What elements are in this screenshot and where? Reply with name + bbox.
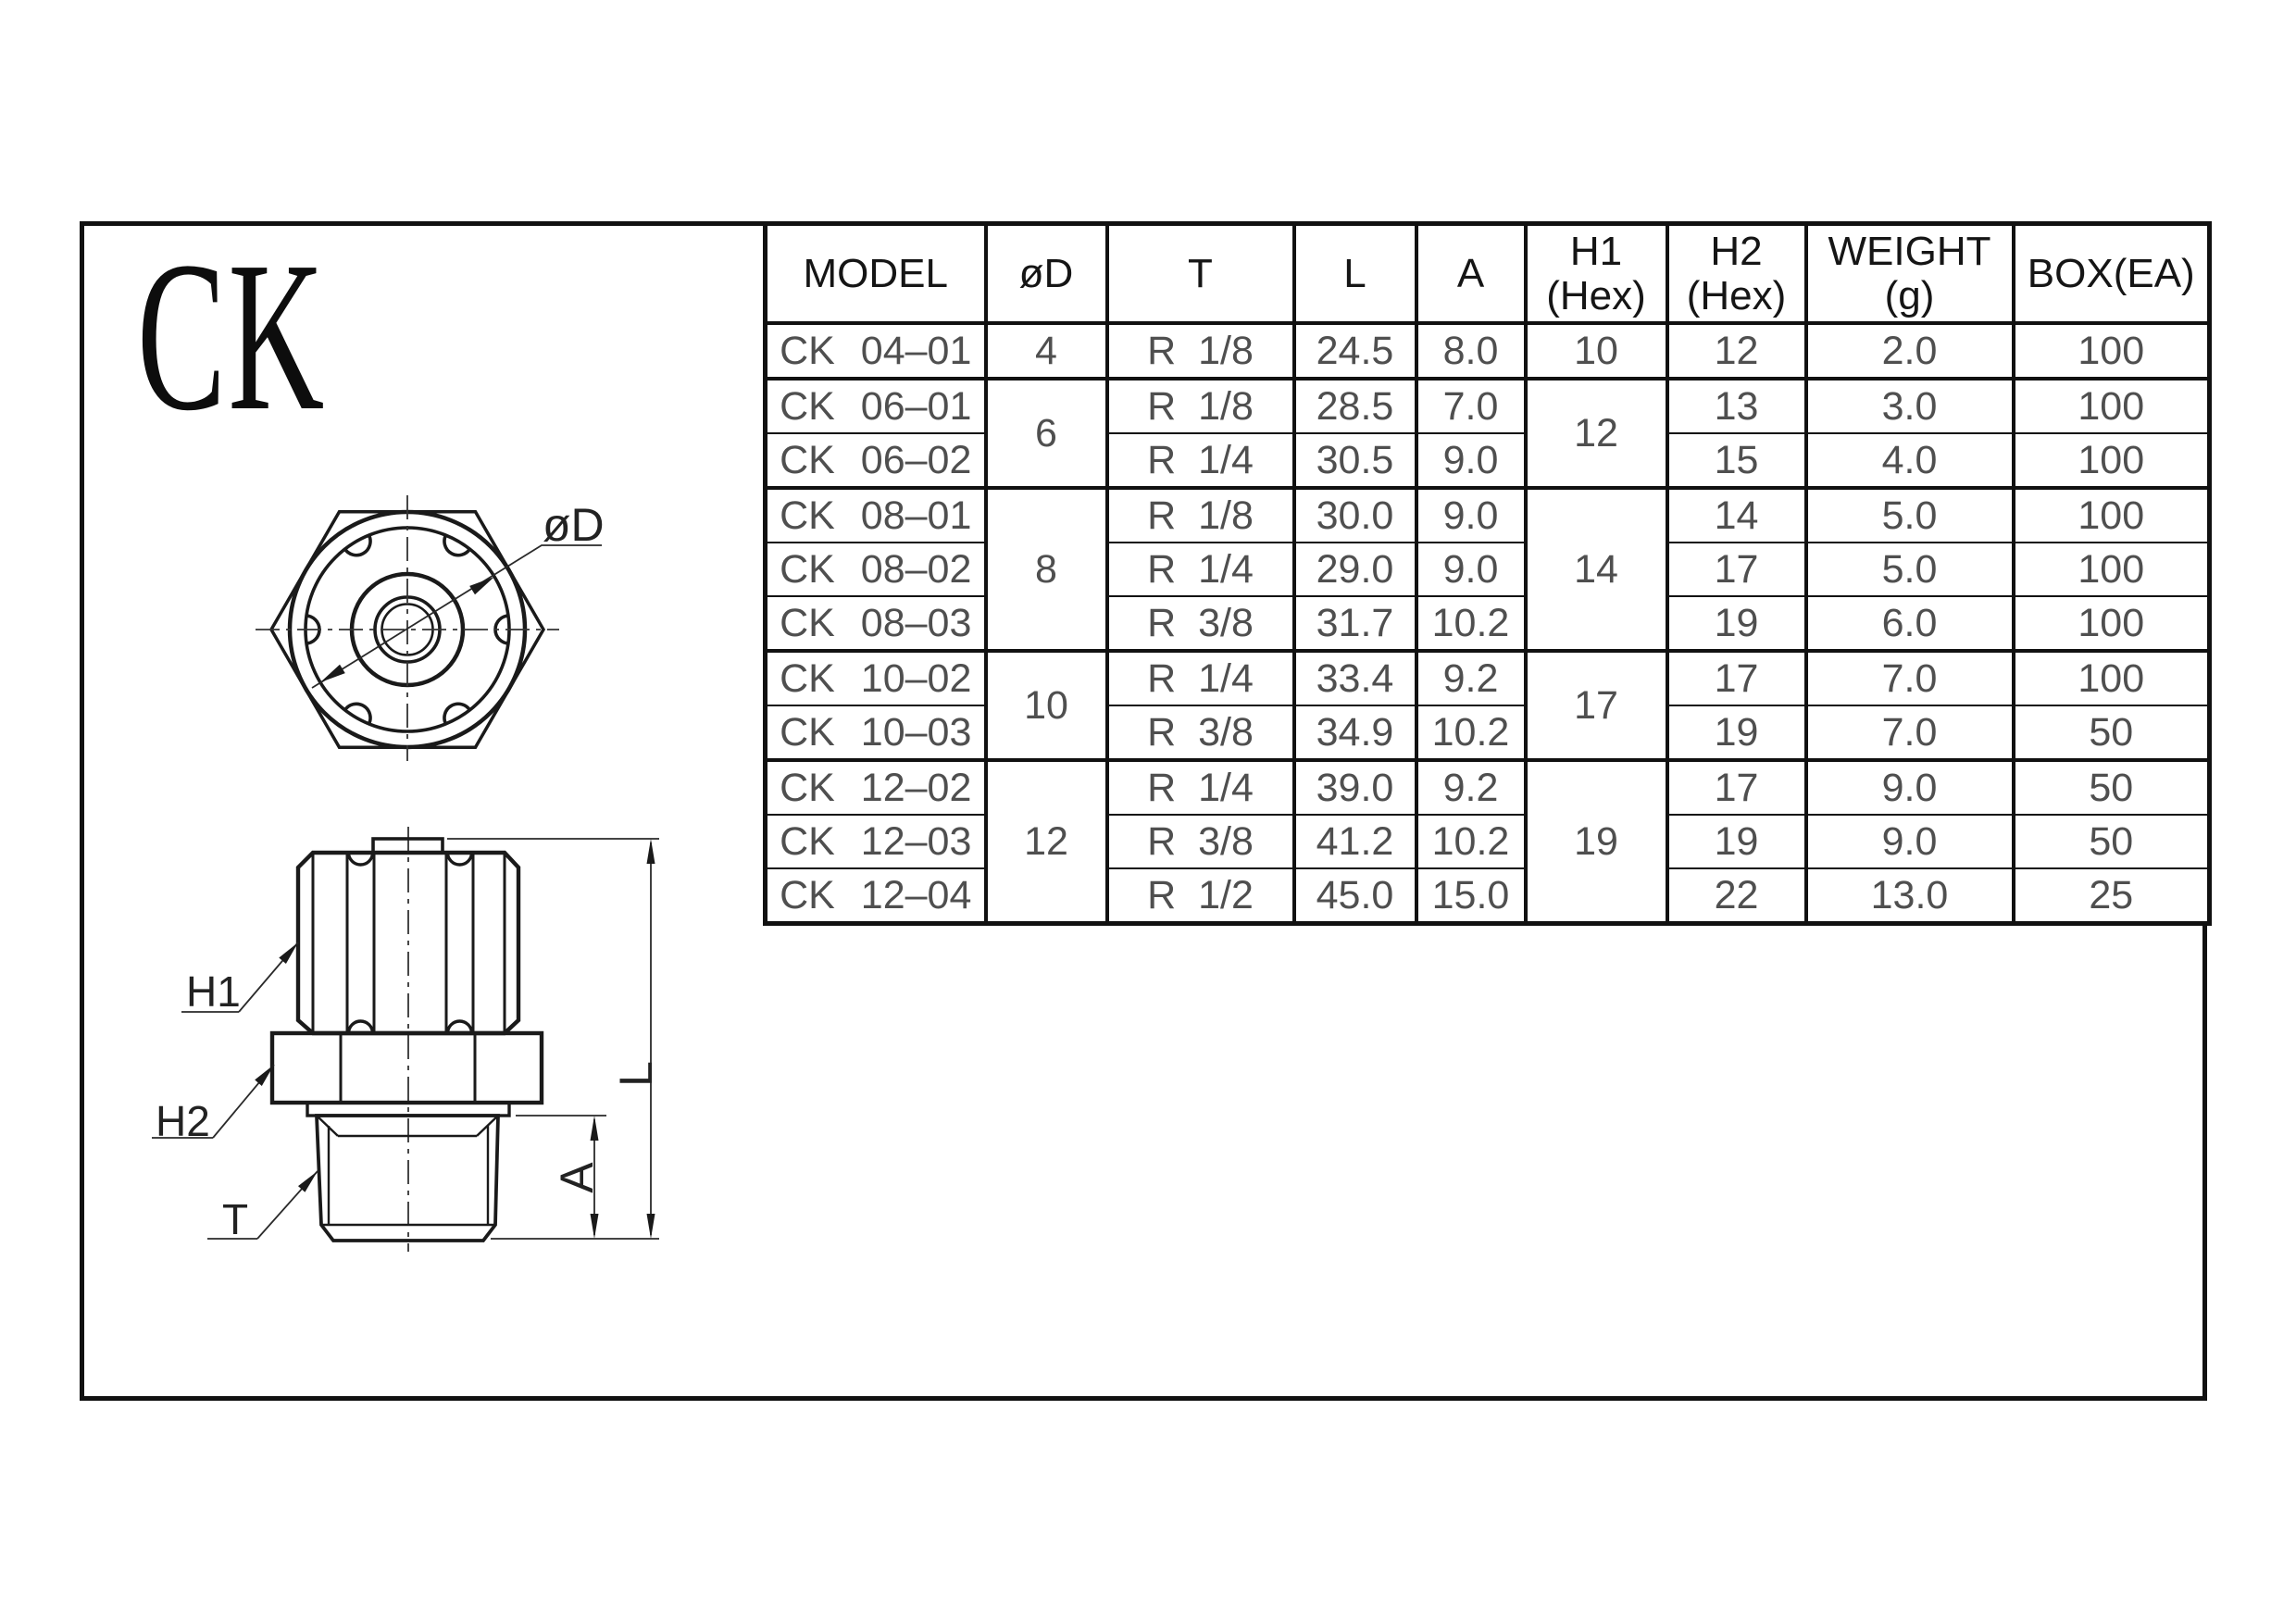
table-row <box>766 543 2210 596</box>
cell-thread: R 1/4 <box>1107 651 1294 705</box>
cell-model: CK 10–02 <box>766 651 986 705</box>
cell-weight: 9.0 <box>1806 760 2014 815</box>
cell-a: 8.0 <box>1416 323 1526 379</box>
cell-length: 28.5 <box>1294 379 1416 433</box>
cell-h2: 12 <box>1667 323 1806 379</box>
table-row <box>766 323 2210 379</box>
spec-table <box>763 221 2212 926</box>
table-row <box>766 705 2210 760</box>
table-row <box>766 488 2210 543</box>
cell-a: 15.0 <box>1416 868 1526 924</box>
cell-h2: 14 <box>1667 488 1806 543</box>
cell-a: 9.0 <box>1416 543 1526 596</box>
cell-h2: 13 <box>1667 379 1806 433</box>
cell-a: 9.2 <box>1416 651 1526 705</box>
cell-model: CK 12–02 <box>766 760 986 815</box>
cell-h1: 17 <box>1526 651 1667 760</box>
cell-thread: R 3/8 <box>1107 705 1294 760</box>
cell-a: 7.0 <box>1416 379 1526 433</box>
cell-box: 100 <box>2014 323 2210 379</box>
cell-weight: 7.0 <box>1806 705 2014 760</box>
header-h2: H2 (Hex) <box>1667 224 1806 324</box>
cell-h1: 10 <box>1526 323 1667 379</box>
cell-length: 45.0 <box>1294 868 1416 924</box>
cell-weight: 4.0 <box>1806 433 2014 488</box>
cell-h2: 15 <box>1667 433 1806 488</box>
thread-outline <box>317 1116 498 1241</box>
cell-box: 100 <box>2014 379 2210 433</box>
cell-weight: 5.0 <box>1806 543 2014 596</box>
header-thread: T <box>1107 224 1294 324</box>
cell-a: 9.0 <box>1416 488 1526 543</box>
table-row <box>766 868 2210 924</box>
cell-thread: R 1/4 <box>1107 760 1294 815</box>
cell-h2: 17 <box>1667 760 1806 815</box>
cell-box: 50 <box>2014 760 2210 815</box>
cell-thread: R 1/4 <box>1107 543 1294 596</box>
cell-length: 34.9 <box>1294 705 1416 760</box>
cell-thread: R 1/8 <box>1107 323 1294 379</box>
cell-thread: R 1/4 <box>1107 433 1294 488</box>
table-row <box>766 651 2210 705</box>
cell-diameter: 12 <box>986 760 1107 924</box>
cell-weight: 5.0 <box>1806 488 2014 543</box>
l-label: L <box>610 1061 662 1087</box>
table-row <box>766 760 2210 815</box>
cell-diameter: 6 <box>986 379 1107 488</box>
header-length: L <box>1294 224 1416 324</box>
cell-model: CK 06–01 <box>766 379 986 433</box>
cell-box: 100 <box>2014 651 2210 705</box>
cell-box: 50 <box>2014 705 2210 760</box>
h2-label: H2 <box>156 1097 210 1145</box>
cell-weight: 9.0 <box>1806 815 2014 868</box>
cell-weight: 7.0 <box>1806 651 2014 705</box>
cell-thread: R 3/8 <box>1107 596 1294 651</box>
cell-a: 9.2 <box>1416 760 1526 815</box>
header-box: BOX(EA) <box>2014 224 2210 324</box>
cell-h2: 17 <box>1667 543 1806 596</box>
cell-thread: R 1/2 <box>1107 868 1294 924</box>
cell-box: 100 <box>2014 488 2210 543</box>
table-row <box>766 596 2210 651</box>
cell-a: 10.2 <box>1416 705 1526 760</box>
cell-length: 30.0 <box>1294 488 1416 543</box>
h1-label: H1 <box>186 967 241 1016</box>
cell-model: CK 04–01 <box>766 323 986 379</box>
cell-thread: R 1/8 <box>1107 379 1294 433</box>
header-weight: WEIGHT (g) <box>1806 224 2014 324</box>
cell-box: 100 <box>2014 433 2210 488</box>
cell-length: 24.5 <box>1294 323 1416 379</box>
t-label: T <box>222 1195 249 1243</box>
thread-detail-lines <box>317 1116 498 1225</box>
cell-a: 9.0 <box>1416 433 1526 488</box>
cell-model: CK 12–03 <box>766 815 986 868</box>
cell-model: CK 12–04 <box>766 868 986 924</box>
cell-weight: 13.0 <box>1806 868 2014 924</box>
cell-diameter: 10 <box>986 651 1107 760</box>
table-row <box>766 433 2210 488</box>
diameter-label: øD <box>543 499 605 551</box>
a-label: A <box>551 1162 603 1193</box>
cell-a: 10.2 <box>1416 596 1526 651</box>
series-logo: CK <box>137 218 327 455</box>
header-model: MODEL <box>766 224 986 324</box>
table-row <box>766 815 2210 868</box>
cell-a: 10.2 <box>1416 815 1526 868</box>
cell-thread: R 3/8 <box>1107 815 1294 868</box>
cell-length: 39.0 <box>1294 760 1416 815</box>
header-row <box>766 224 2210 324</box>
cell-weight: 3.0 <box>1806 379 2014 433</box>
cell-length: 33.4 <box>1294 651 1416 705</box>
cell-length: 31.7 <box>1294 596 1416 651</box>
cell-h2: 19 <box>1667 705 1806 760</box>
header-a: A <box>1416 224 1526 324</box>
cell-box: 25 <box>2014 868 2210 924</box>
cell-box: 100 <box>2014 596 2210 651</box>
collar-slot-arcs <box>349 853 472 1033</box>
cell-h2: 19 <box>1667 596 1806 651</box>
cell-model: CK 08–02 <box>766 543 986 596</box>
cell-model: CK 08–03 <box>766 596 986 651</box>
cell-box: 50 <box>2014 815 2210 868</box>
top-view-drawing <box>157 472 639 796</box>
hex-nut <box>272 1033 542 1103</box>
cell-model: CK 06–02 <box>766 433 986 488</box>
cell-model: CK 08–01 <box>766 488 986 543</box>
cell-length: 41.2 <box>1294 815 1416 868</box>
cell-weight: 6.0 <box>1806 596 2014 651</box>
cell-diameter: 8 <box>986 488 1107 651</box>
cell-h2: 19 <box>1667 815 1806 868</box>
cell-h2: 17 <box>1667 651 1806 705</box>
cell-weight: 2.0 <box>1806 323 2014 379</box>
cell-diameter: 4 <box>986 323 1107 379</box>
cell-h1: 12 <box>1526 379 1667 488</box>
header-diameter: øD <box>986 224 1107 324</box>
cell-length: 30.5 <box>1294 433 1416 488</box>
cell-h1: 19 <box>1526 760 1667 924</box>
cell-length: 29.0 <box>1294 543 1416 596</box>
cell-h1: 14 <box>1526 488 1667 651</box>
cell-h2: 22 <box>1667 868 1806 924</box>
side-view-drawing <box>139 815 694 1259</box>
cell-model: CK 10–03 <box>766 705 986 760</box>
cell-thread: R 1/8 <box>1107 488 1294 543</box>
cell-box: 100 <box>2014 543 2210 596</box>
header-h1: H1 (Hex) <box>1526 224 1667 324</box>
table-row <box>766 379 2210 433</box>
